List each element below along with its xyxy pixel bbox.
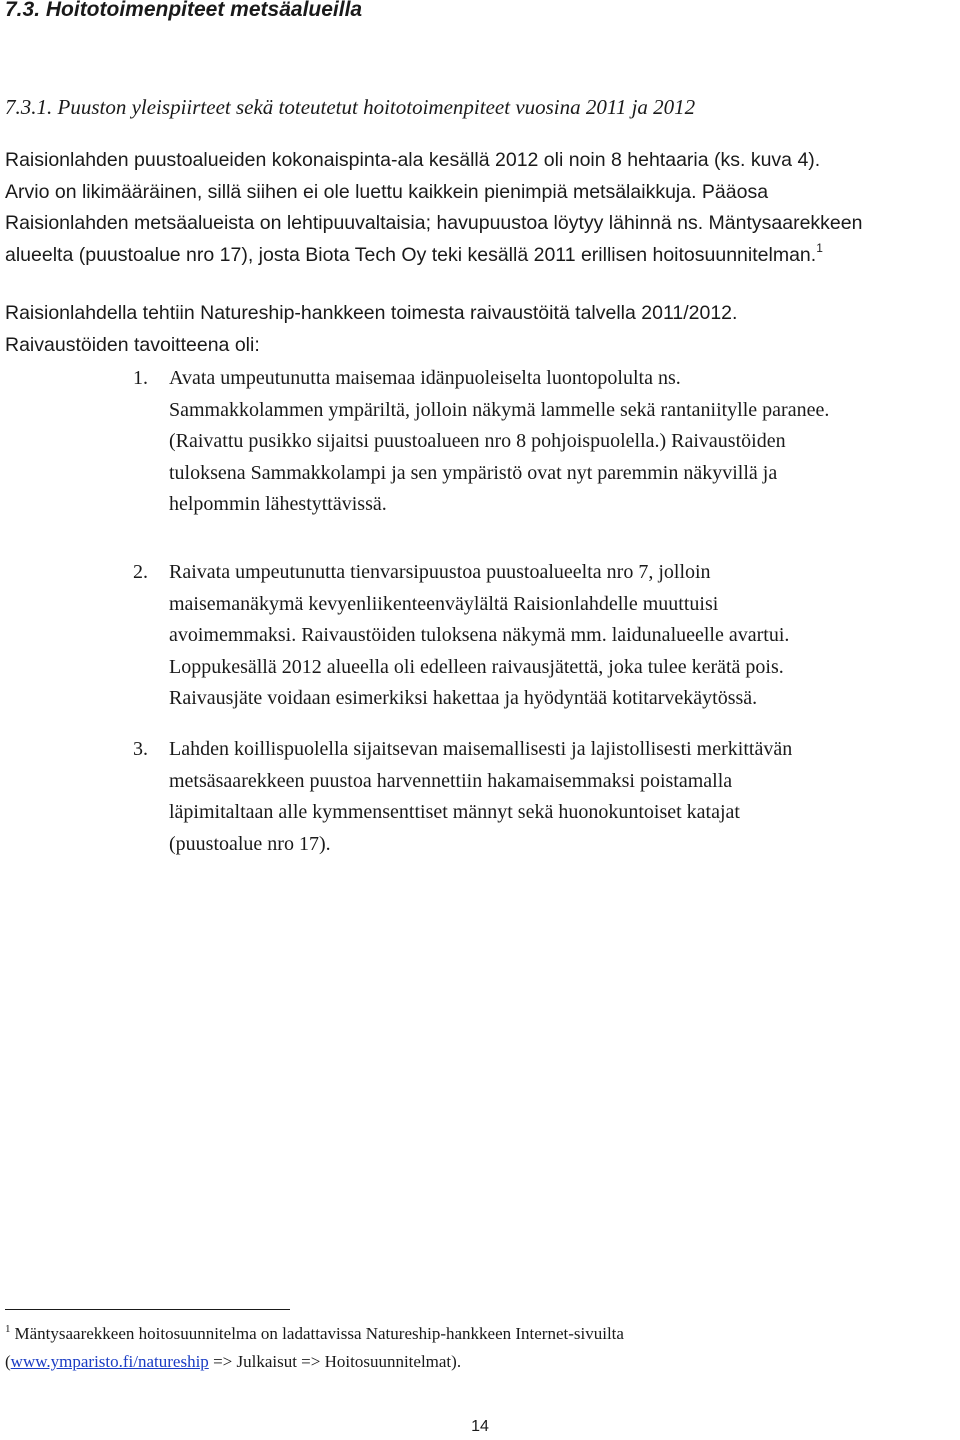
list-item-text bbox=[169, 734, 792, 860]
footnote-reference[interactable]: 1 bbox=[816, 240, 823, 255]
list-item-line: Lahden koillispuolella sijaitsevan maisemallisesti ja lajistollisesti merkittävän bbox=[169, 738, 793, 760]
list-item-line: läpimitaltaan alle kymmensenttiset männyt sekä huonokuntoiset katajat bbox=[169, 801, 740, 823]
paragraph-line: Raisionlahdella tehtiin Natureship-hankkeen toimesta raivaustöitä talvella 2011/2012. bbox=[5, 302, 738, 324]
list-item-number: 2. bbox=[133, 561, 148, 583]
footnote-open-paren: ( bbox=[5, 1352, 11, 1371]
list-item-number: 3. bbox=[133, 738, 148, 760]
footnote-text: Mäntysaarekkeen hoitosuunnitelma on ladattavissa Natureship-hankkeen Internet-sivuilta bbox=[14, 1324, 624, 1343]
footnote-line bbox=[5, 1348, 624, 1376]
footnote-link[interactable]: www.ymparisto.fi/natureship bbox=[10, 1352, 209, 1371]
paragraph-intro bbox=[5, 145, 862, 271]
list-item-line: tuloksena Sammakkolampi ja sen ympäristö ovat nyt paremmin näkyvillä ja bbox=[169, 461, 778, 484]
list-item-line: Loppukesällä 2012 alueella oli edelleen raivausjätettä, joka tulee kerätä pois. bbox=[169, 655, 784, 678]
list-item-text bbox=[169, 557, 789, 715]
list-item-line: metsäsaarekkeen puustoa harvennettiin hakamaisemmaksi poistamalla bbox=[169, 769, 733, 792]
paragraph-line: Arvio on likimääräinen, sillä siihen ei ole luettu kaikkein pienimpiä metsälaikkuja. Pääosa bbox=[5, 180, 769, 203]
paragraph-clearing bbox=[5, 298, 737, 361]
footnote-separator bbox=[5, 1309, 290, 1310]
paragraph-line: Raisionlahden metsäalueista on lehtipuuvaltaisia; havupuustoa löytyy lähinnä ns. Mäntysaarekkeen bbox=[5, 212, 863, 234]
list-item-line: Raivata umpeutunutta tienvarsipuustoa puustoalueelta nro 7, jolloin bbox=[169, 561, 711, 583]
list-item-line: Avata umpeutunutta maisemaa idänpuoleiselta luontopolulta ns. bbox=[169, 367, 681, 389]
paragraph-line bbox=[5, 240, 862, 272]
list-item-line: maisemanäkymä kevyenliikenteenväylältä Raisionlahdelle muuttuisi bbox=[169, 592, 719, 615]
footnote bbox=[5, 1320, 624, 1376]
footnote-line bbox=[5, 1320, 624, 1348]
list-item-number: 1. bbox=[133, 367, 148, 389]
footnote-rest: => Julkaisut => Hoitosuunnitelmat). bbox=[208, 1352, 462, 1371]
footnote-marker: 1 bbox=[5, 1323, 11, 1335]
subsection-heading: 7.3.1. Puuston yleispiirteet sekä toteutetut hoitotoimenpiteet vuosina 2011 ja 2012 bbox=[5, 95, 696, 119]
list-item-text bbox=[169, 363, 829, 521]
list-item-line: (puustoalue nro 17). bbox=[169, 832, 331, 855]
paragraph-line-text: alueelta (puustoalue nro 17), josta Biota Tech Oy teki kesällä 2011 erillisen hoitosuunnitelman. bbox=[5, 243, 817, 266]
page-number: 14 bbox=[471, 1418, 489, 1435]
paragraph-line: Raisionlahden puustoalueiden kokonaispinta-ala kesällä 2012 oli noin 8 hehtaaria (ks. kuva 4). bbox=[5, 149, 821, 171]
list-item-line: Sammakkolammen ympäriltä, jolloin näkymä lammelle sekä rantaniitylle paranee. bbox=[169, 398, 830, 421]
list-item-line: avoimemmaksi. Raivaustöiden tuloksena näkymä mm. laidunalueelle avartui. bbox=[169, 624, 790, 646]
list-item-line: (Raivattu pusikko sijaitsi puustoalueen nro 8 pohjoispuolella.) Raivaustöiden bbox=[169, 430, 786, 452]
paragraph-line: Raivaustöiden tavoitteena oli: bbox=[5, 333, 260, 356]
list-item-line: helpommin lähestyttävissä. bbox=[169, 493, 387, 515]
section-heading: 7.3. Hoitotoimenpiteet metsäalueilla bbox=[5, 0, 363, 21]
list-item-line: Raivausjäte voidaan esimerkiksi hakettaa ja hyödyntää kotitarvekäytössä. bbox=[169, 687, 758, 709]
